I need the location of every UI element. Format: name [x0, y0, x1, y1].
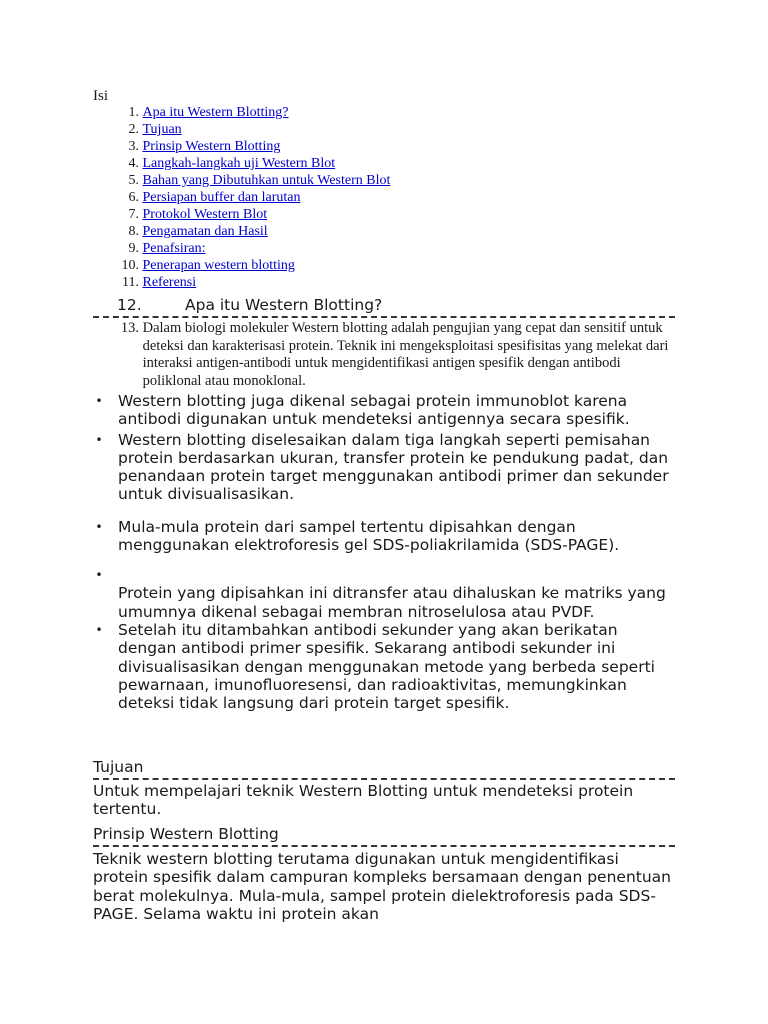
toc-item	[93, 223, 390, 240]
toc-link-referensi[interactable]: Referensi	[142, 275, 197, 290]
bullet-marker: •	[95, 568, 103, 583]
paragraph-number: 13.	[120, 320, 139, 336]
toc-item-number: 8.	[128, 224, 139, 239]
toc-item-number: 11.	[122, 275, 139, 290]
bullet-text: Mula-mula protein dari sampel tertentu dipisahkan dengan menggunakan elektroforesis gel SDS-poliakrilamida (SDS-PAGE).	[118, 517, 620, 555]
bullet-marker: •	[95, 432, 103, 447]
table-of-contents	[93, 104, 390, 291]
toc-link-penerapan[interactable]: Penerapan western blotting	[142, 258, 295, 273]
section-title: Tujuan	[93, 758, 144, 776]
section-title: Prinsip Western Blotting	[93, 825, 279, 843]
toc-heading: Isi	[93, 88, 108, 104]
toc-item-number: 2.	[128, 122, 139, 137]
toc-item	[93, 121, 390, 138]
bullet-item	[93, 431, 675, 504]
bullet-item	[93, 392, 675, 429]
toc-item-number: 4.	[128, 156, 139, 171]
toc-item	[93, 104, 390, 121]
toc-item-number: 1.	[128, 105, 139, 120]
section-heading-prinsip	[93, 825, 675, 847]
toc-link-persiapan[interactable]: Persiapan buffer dan larutan	[142, 190, 301, 205]
toc-item	[93, 240, 390, 257]
section-heading-tujuan	[93, 758, 675, 780]
section-title: Apa itu Western Blotting?	[185, 296, 383, 314]
toc-link-penafsiran[interactable]: Penafsiran:	[142, 241, 206, 256]
bullet-item	[93, 518, 675, 555]
bullet-text: Western blotting juga dikenal sebagai protein immunoblot karena antibodi digunakan untuk mendeteksi antigennya secara spesifik.	[118, 392, 630, 429]
bullet-item-empty	[93, 566, 675, 584]
toc-item	[93, 155, 390, 172]
toc-item-number: 7.	[128, 207, 139, 222]
toc-item	[93, 206, 390, 223]
toc-item	[93, 138, 390, 155]
bullet-list	[93, 392, 675, 712]
numbered-paragraph	[93, 320, 675, 390]
toc-item-number: 5.	[128, 173, 139, 188]
section-number: 12.	[117, 296, 142, 314]
bullet-text: Western blotting diselesaikan dalam tiga langkah seperti pemisahan protein berdasarkan ukuran, transfer protein ke pendukung padat, dan penandaan protein target menggunakan antibodi primer dan sekunder untuk divisualisasikan.	[118, 430, 669, 504]
bullet-marker: •	[95, 394, 103, 408]
toc-link-protokol[interactable]: Protokol Western Blot	[142, 207, 268, 222]
toc-item-number: 10.	[121, 258, 139, 273]
section-heading-apa-itu	[93, 296, 675, 318]
toc-item	[93, 172, 390, 189]
toc-item-number: 9.	[128, 241, 139, 256]
toc-item	[93, 274, 390, 291]
bullet-text: Setelah itu ditambahkan antibodi sekunder yang akan berikatan dengan antibodi primer spesifik. Sekarang antibodi sekunder ini divisualisasikan dengan menggunakan metode yang berbeda seperti pewarnaan, imunofluoresensi, dan radioaktivitas, memungkinkan deteksi tidak langsung dari protein target spesifik.	[118, 620, 655, 713]
prinsip-paragraph: Teknik western blotting terutama digunakan untuk mengidentifikasi protein spesifik dalam campuran kompleks bersamaan dengan penentuan berat molekulnya. Mula-mula, sampel protein dielektroforesis pada SDS-PAGE. Selama waktu ini protein akan	[93, 850, 671, 923]
dashed-divider	[93, 778, 675, 780]
dashed-divider	[93, 845, 675, 847]
toc-item	[93, 189, 390, 206]
toc-link-prinsip[interactable]: Prinsip Western Blotting	[142, 139, 281, 154]
toc-link-pengamatan[interactable]: Pengamatan dan Hasil	[142, 224, 268, 239]
toc-link-bahan[interactable]: Bahan yang Dibutuhkan untuk Western Blot	[142, 173, 391, 188]
bullet-marker: •	[95, 519, 103, 534]
paragraph-text: Dalam biologi molekuler Western blotting adalah pengujian yang cepat dan sensitif untuk deteksi dan karakterisasi protein. Teknik ini mengeksploitasi spesifisitas yang melekat dari interaksi antigen-antibodi untuk mengidentifikasi antigen spesifik dengan antibodi poliklonal atau monoklonal.	[142, 320, 669, 389]
tujuan-paragraph: Untuk mempelajari teknik Western Blotting untuk mendeteksi protein tertentu.	[93, 782, 634, 819]
toc-link-tujuan[interactable]: Tujuan	[142, 122, 182, 137]
bullet-marker: •	[95, 622, 103, 637]
toc-item-number: 6.	[128, 190, 139, 205]
bullet-text: Protein yang dipisahkan ini ditransfer atau dihaluskan ke matriks yang umumnya dikenal sebagai membran nitroselulosa atau PVDF.	[118, 584, 666, 621]
toc-item	[93, 257, 390, 274]
toc-link-apa-itu[interactable]: Apa itu Western Blotting?	[142, 105, 289, 120]
bullet-continuation	[93, 584, 675, 621]
toc-item-number: 3.	[128, 139, 139, 154]
bullet-item	[93, 621, 675, 712]
dashed-divider	[93, 316, 675, 318]
toc-link-langkah[interactable]: Langkah-langkah uji Western Blot	[142, 156, 336, 171]
